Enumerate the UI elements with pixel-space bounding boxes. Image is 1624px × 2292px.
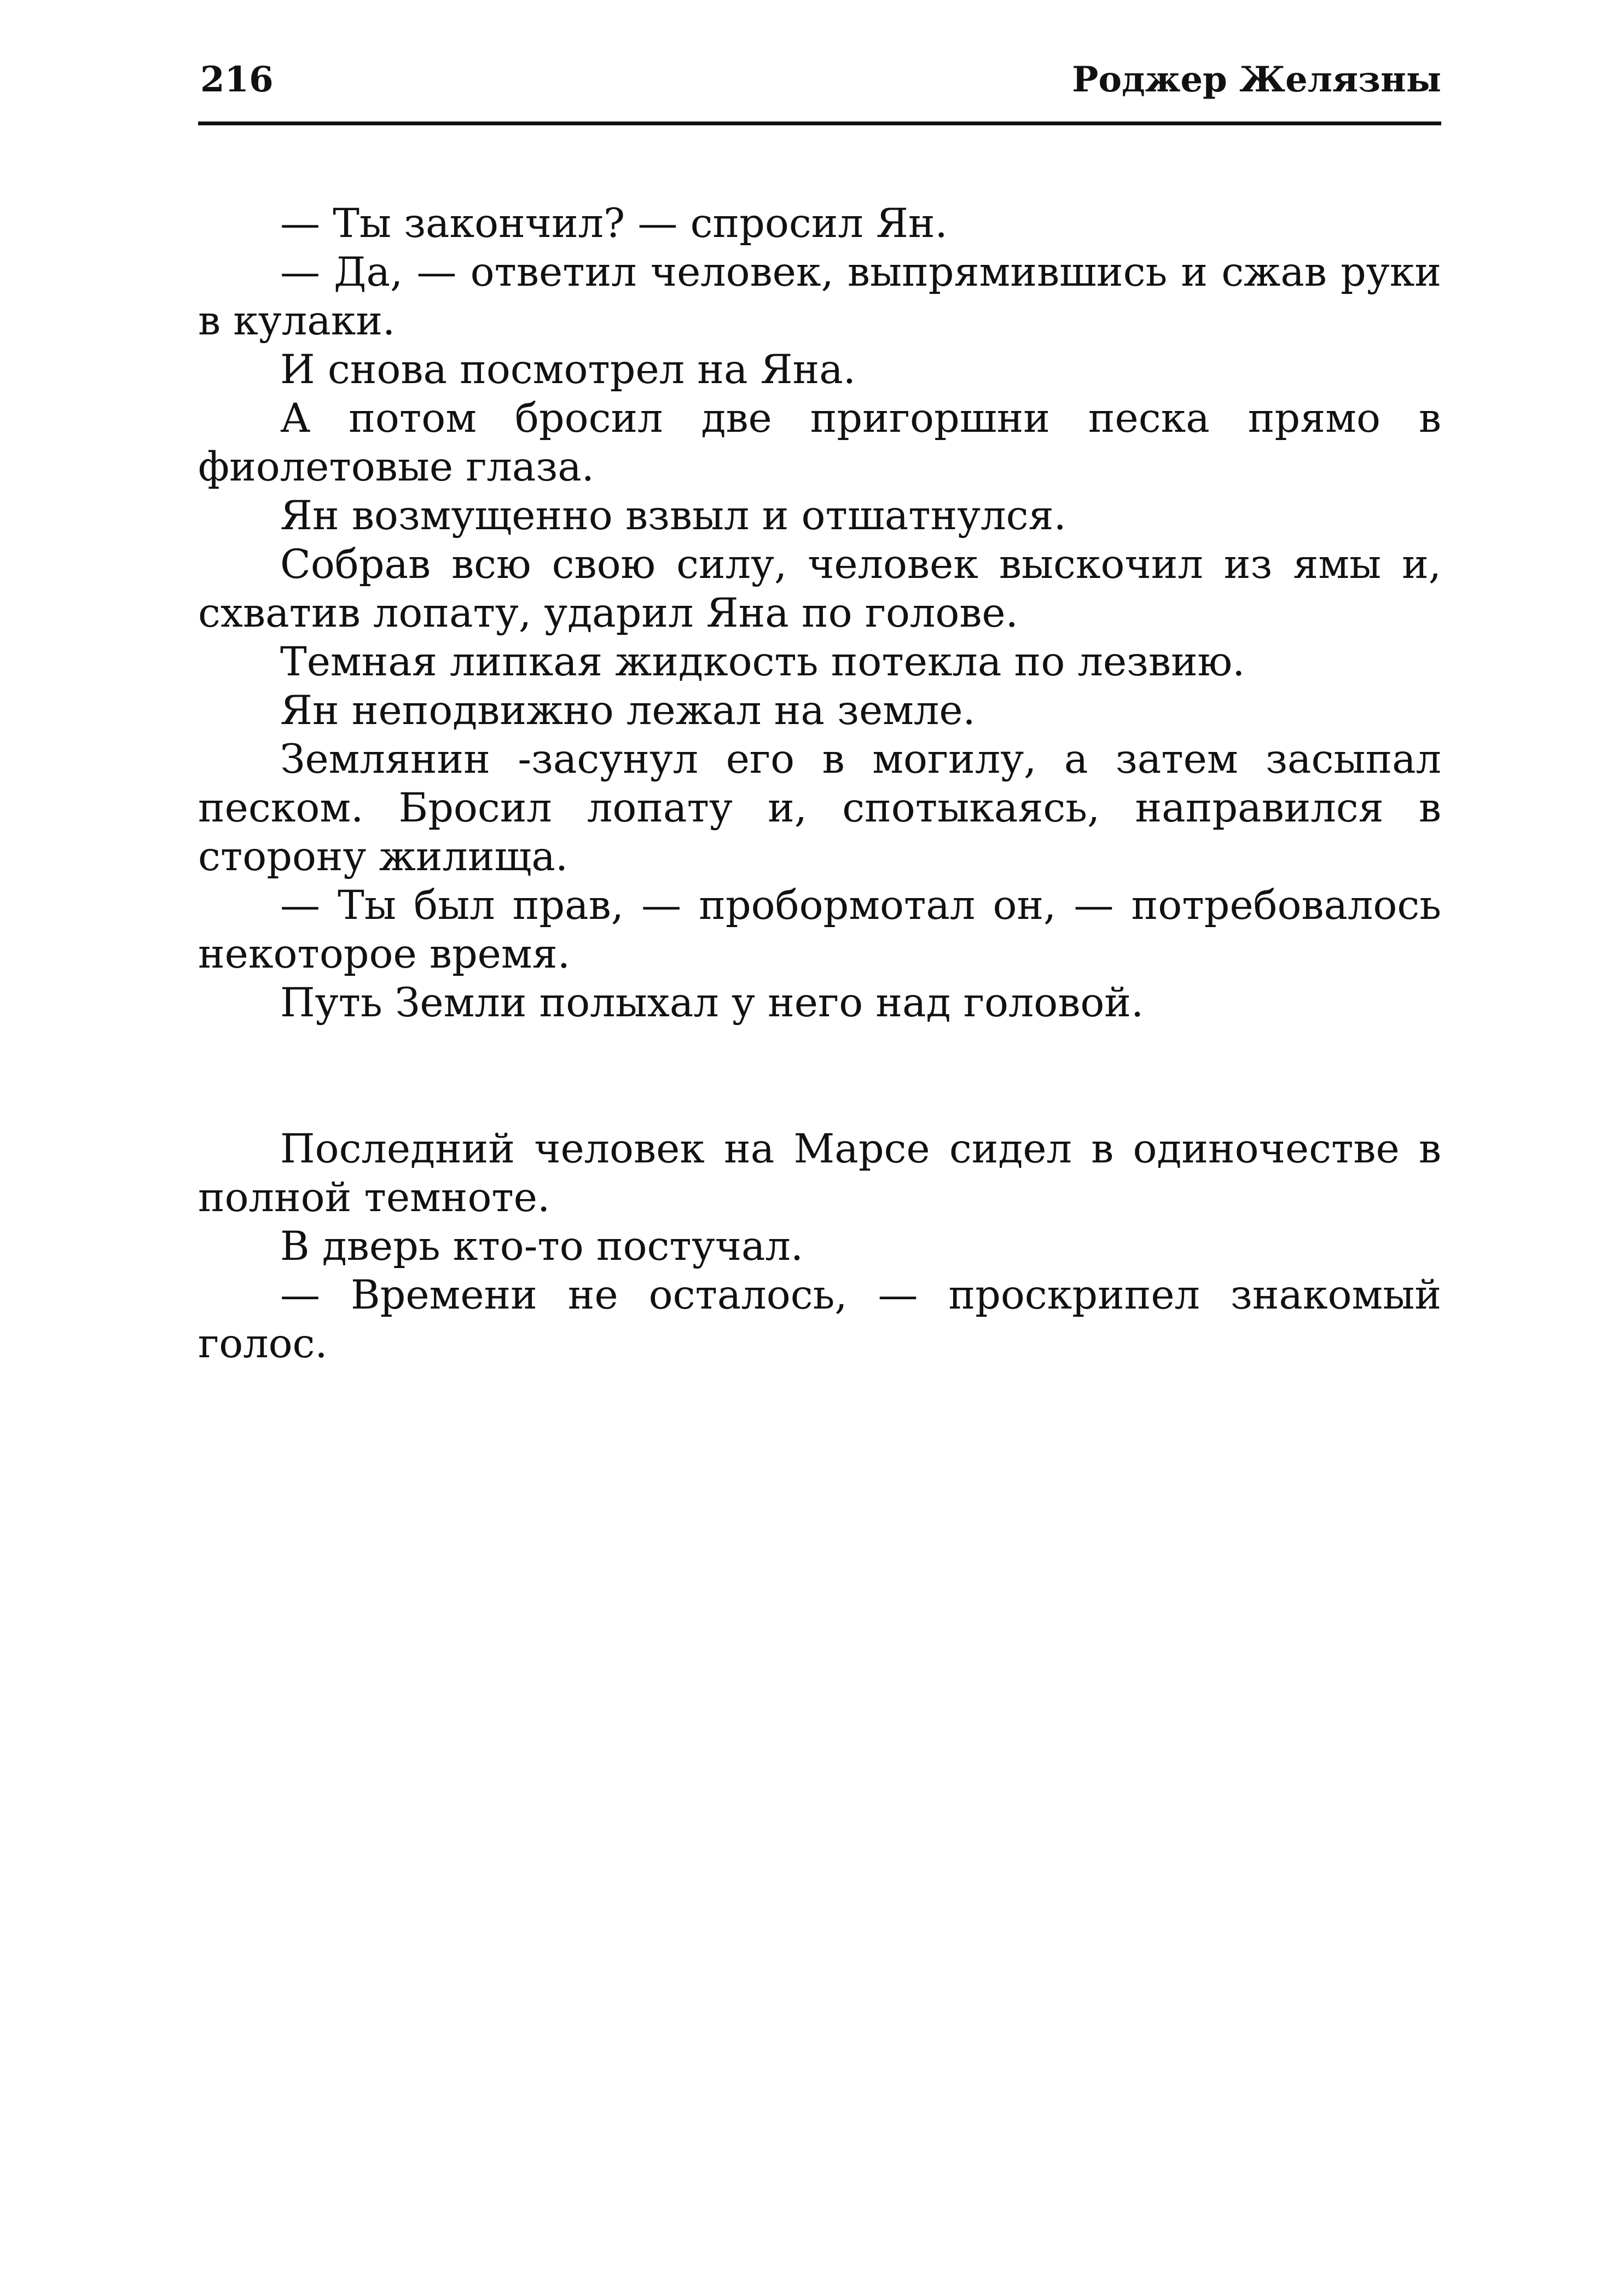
page-number: 216 — [200, 59, 274, 100]
header-rule — [198, 121, 1441, 125]
running-header — [198, 55, 1441, 115]
paragraph: Последний человек на Марсе сидел в одиночестве в полной темноте. — [198, 1126, 1441, 1221]
paragraph: — Да, — ответил человек, выпрямившись и сжав руки в кулаки. — [198, 249, 1441, 344]
paragraph: И снова посмотрел на Яна. — [280, 346, 856, 393]
paragraph: А потом бросил две пригоршни песка прямо в фиолетовые глаза. — [198, 395, 1441, 490]
section-break — [198, 1027, 1441, 1125]
paragraph: Ян неподвижно лежал на земле. — [280, 687, 976, 734]
paragraph: — Ты был прав, — пробормотал он, — потребовалось некоторое время. — [198, 882, 1441, 977]
paragraph: В дверь кто-то постучал. — [280, 1223, 804, 1270]
paragraph: Путь Земли полыхал у него над головой. — [280, 980, 1144, 1026]
paragraph: Собрав всю свою силу, человек выскочил из ямы и, схватив лопату, ударил Яна по голове. — [198, 541, 1441, 636]
paragraph: Темная липкая жидкость потекла по лезвию. — [280, 639, 1245, 685]
paragraph: Землянин -засунул его в могилу, а затем засыпал песком. Бросил лопату и, спотыкаясь, направился в сторону жилища. — [198, 736, 1441, 880]
page-content — [198, 55, 1441, 1367]
paragraph: Ян возмущенно взвыл и отшатнулся. — [280, 493, 1066, 539]
paragraph: — Времени не осталось, — проскрипел знакомый голос. — [198, 1272, 1441, 1367]
text-body — [198, 199, 1441, 1368]
running-title: Роджер Желязны — [1072, 59, 1441, 100]
paragraph: — Ты закончил? — спросил Ян. — [280, 200, 948, 247]
